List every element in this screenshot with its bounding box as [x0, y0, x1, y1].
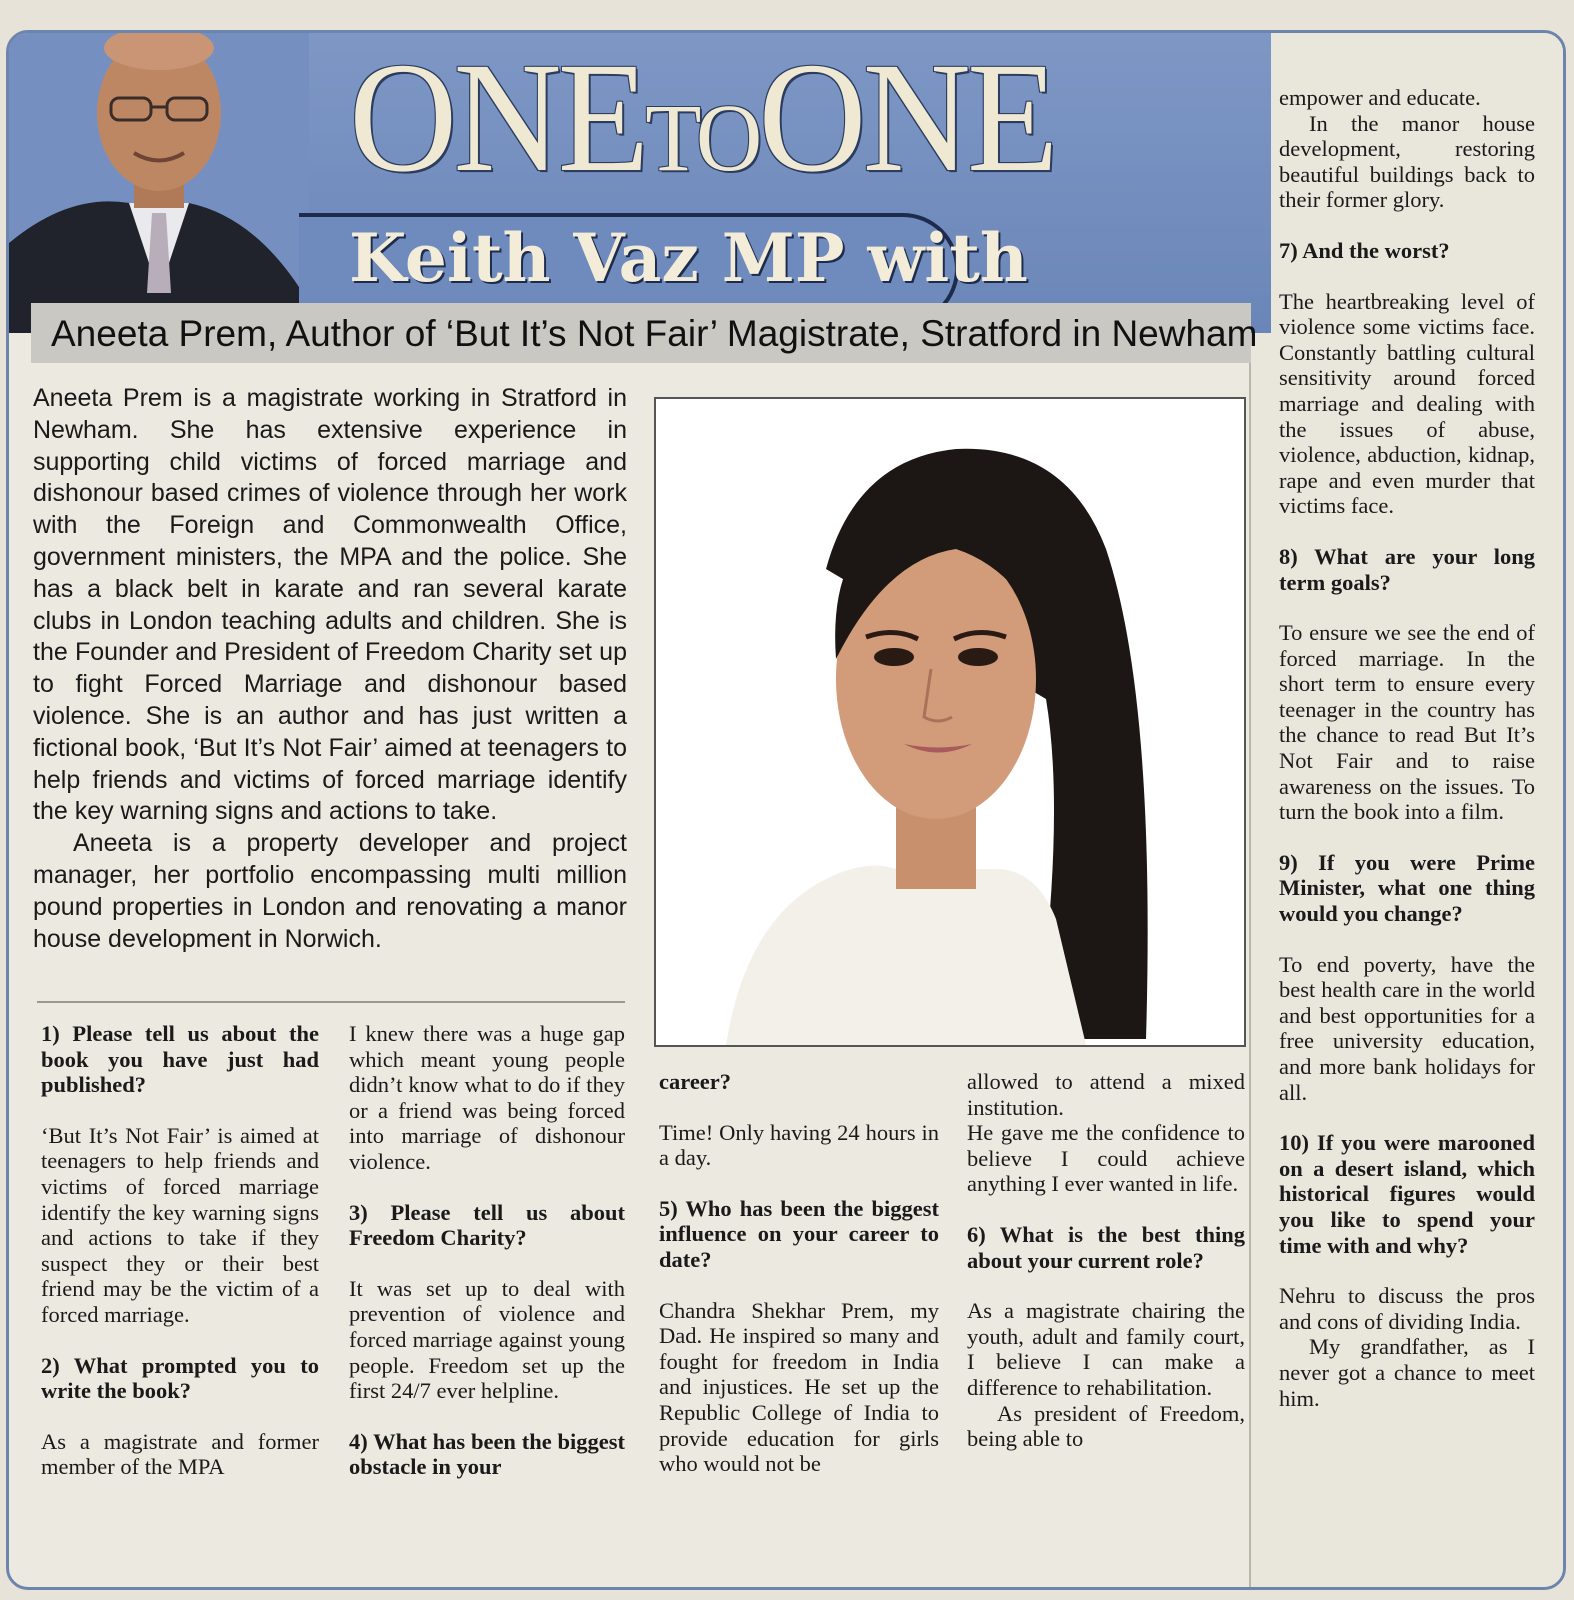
intro-text — [33, 383, 627, 955]
strapline: Aneeta Prem, Author of ‘But It’s Not Fair’ Magistrate, Stratford in Newham — [51, 313, 1258, 354]
column-2 — [349, 1021, 625, 1480]
question-4-continued: career? — [659, 1069, 732, 1094]
title-one-a: ONE — [349, 30, 646, 205]
question-8: 8) What are your long term goals? — [1279, 543, 1535, 595]
answer-6-continued: empower and educate. — [1279, 85, 1481, 110]
answer-5-continued: allowed to attend a mixed institution. — [967, 1069, 1245, 1120]
column-4 — [967, 1069, 1245, 1452]
answer-3: It was set up to deal with prevention of violence and forced marriage against young people. Freedom set up the first 24/7 ever helpline. — [349, 1275, 625, 1404]
question-4: 4) What has been the biggest obstacle in your — [349, 1428, 625, 1480]
answer-7: The heartbreaking level of violence some victims face. Constantly battling cultural sensitivity around forced marriage and dealing with the issues of abuse, violence, abduction, kidnap, rape and even murder that victims face. — [1279, 288, 1535, 519]
question-9: 9) If you were Prime Minister, what one thing would you change? — [1279, 849, 1535, 927]
question-6: 6) What is the best thing about your current role? — [967, 1221, 1245, 1273]
aneeta-prem-photo — [654, 397, 1246, 1047]
answer-2-continued: I knew there was a huge gap which meant young people didn’t know what to do if they or a friend was being forced into marriage of dishonour violence. — [349, 1021, 625, 1174]
keith-vaz-portrait — [9, 30, 309, 333]
answer-6: As president of Freedom, being able to — [967, 1400, 1245, 1452]
answer-5-continued: He gave me the confidence to believe I could achieve anything I ever wanted in life. — [967, 1120, 1245, 1197]
column-5 — [1279, 85, 1535, 1411]
answer-9: To end poverty, have the best health care in the world and best opportunities for a free university education, and more bank holidays for all. — [1279, 951, 1535, 1105]
question-10: 10) If you were marooned on a desert island, which historical figures would you like to spend your time with and why? — [1279, 1130, 1535, 1258]
question-5: 5) Who has been the biggest influence on your career to date? — [659, 1195, 939, 1272]
answer-8: To ensure we see the end of forced marriage. In the short term to ensure every teenager in the country has the chance to read But It’s Not Fair and to raise awareness on the issues. To turn the book into a film. — [1279, 620, 1535, 825]
question-3: 3) Please tell us about Freedom Charity? — [349, 1199, 625, 1251]
masthead-title — [349, 30, 1055, 216]
answer-6-continued: In the manor house development, restoring beautiful buildings back to their former glory. — [1279, 110, 1535, 213]
intro-paragraph: Aneeta Prem is a magistrate working in Stratford in Newham. She has extensive experience in supporting child victims of forced marriage and dishonour based crimes of violence through her work with the Foreign and Commonwealth Office, government ministers, the MPA and the police. She has a black belt in karate and ran several karate clubs in London teaching adults and children. She is the Founder and President of Freedom Charity set up to fight Forced Marriage and dishonour based violence. She is an author and has just written a fictional book, ‘But It’s Not Fair’ aimed at teenagers to help friends and victims of forced marriage identify the key warning signs and actions to take. — [33, 384, 627, 826]
answer-10: Nehru to discuss the pros and cons of dividing India. — [1279, 1283, 1535, 1334]
answer-10: My grandfather, as I never got a chance to meet him. — [1279, 1334, 1535, 1411]
answer-2: As a magistrate and former member of the MPA — [41, 1428, 319, 1480]
column-1 — [41, 1021, 319, 1480]
question-1: 1) Please tell us about the book you have just had published? — [41, 1021, 319, 1098]
question-2: 2) What prompted you to write the book? — [41, 1352, 319, 1404]
question-7: 7) And the worst? — [1279, 237, 1450, 263]
answer-5: Chandra Shekhar Prem, my Dad. He inspired so many and fought for freedom in India and injustices. He set up the Republic College of India to provide education for girls who would not be — [659, 1297, 939, 1477]
title-one-b: ONE — [758, 30, 1055, 205]
article-frame — [6, 30, 1566, 1590]
answer-4: Time! Only having 24 hours in a day. — [659, 1119, 939, 1171]
portrait-illustration — [656, 399, 1244, 1045]
subtitle: Keith Vaz MP with — [349, 219, 1028, 297]
column-3 — [659, 1069, 939, 1477]
title-to: TO — [645, 83, 759, 192]
divider — [37, 1001, 625, 1003]
intro-paragraph: Aneeta is a property developer and project manager, her portfolio encompassing multi million pound properties in London and renovating a manor house development in Norwich. — [33, 829, 627, 953]
answer-1: ‘But It’s Not Fair’ is aimed at teenagers to help friends and victims of forced marriage identify the key warning signs and actions to take if they suspect they or their best friend may be the victim of a forced marriage. — [41, 1122, 319, 1327]
answer-6: As a magistrate chairing the youth, adult and family court, I believe I can make a difference to rehabilitation. — [967, 1298, 1245, 1400]
